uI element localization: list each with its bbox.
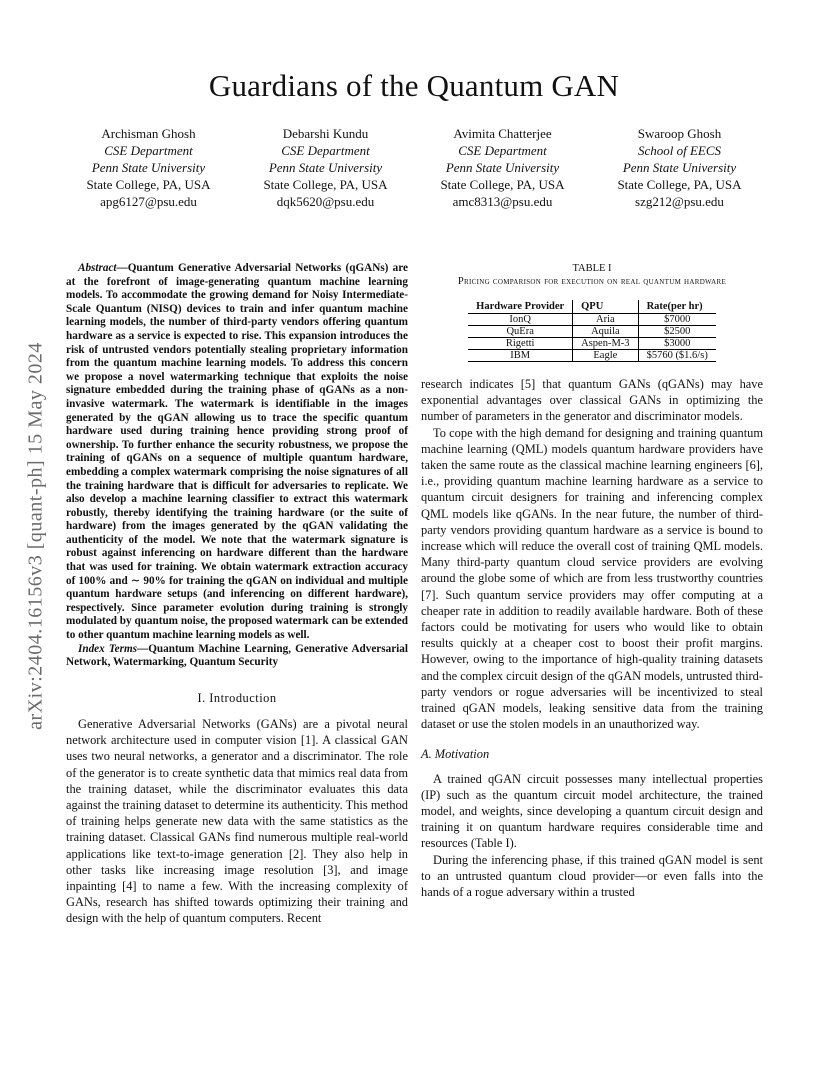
- author-location: State College, PA, USA: [263, 177, 388, 192]
- author-location: State College, PA, USA: [617, 177, 742, 192]
- author-location: State College, PA, USA: [440, 177, 565, 192]
- table-caption: Pricing comparison for execution on real quantum hardware: [457, 276, 727, 287]
- subsection-heading-motivation: A. Motivation: [421, 747, 490, 762]
- body-paragraph: A trained qGAN circuit possesses many intellectual properties (IP) such as the quantum circuit model architecture, the trained model, and weights, since developing a quantum circuit design and training it on quantum hardware requires considerable time and resources (Table I).: [421, 771, 763, 851]
- index-terms-body: —Quantum Machine Learning, Generative Adversarial Network, Watermarking, Quantum Security: [66, 642, 408, 669]
- table-cell: IBM: [468, 350, 572, 362]
- right-column: [421, 262, 763, 900]
- author-dept: CSE Department: [281, 143, 370, 158]
- table-header-cell: QPU: [573, 300, 638, 314]
- table-label: TABLE I: [572, 263, 612, 274]
- table-row: [468, 314, 716, 326]
- abstract: [66, 262, 408, 643]
- abstract-body: —Quantum Generative Adversarial Networks (qGANs) are at the forefront of image-generating quantum machine learning models. To accommodate the growing demand for Noisy Intermediate-Scale Quantum (NISQ) devices to train and infer quantum machine learning models, the number of third-party vendors offering quantum hardware as a service is expected to rise. This expansion introduces the risk of untrusted vendors potentially stealing proprietary information from the quantum machine learning models. To address this concern we propose a novel watermarking technique that exploits the noise signature embedded during the training phase of qGANs as a non-invasive watermark. The watermark is identifiable in the images generated by the qGAN allowing us to trace the specific quantum hardware used during training hence providing strong proof of ownership. To further enhance the security robustness, we propose the training of qGANs on a sequence of multiple quantum hardware, embedding a complex watermark comprising the noise signatures of all the training hardware that is difficult for adversaries to replicate. We also develop a machine learning classifier to extract this watermark robustly, thereby identifying the training hardware (or the suite of hardware) from the images generated by the qGAN validating the authenticity of the model. We note that the watermark signature is robust against inferencing on hardware different than the hardware that was used for training. We obtain watermark extraction accuracy of 100% and ∼ 90% for training the qGAN on individual and multiple quantum hardware setups (and inferencing on different hardware), respectively. Since parameter evolution during training is strongly modulated by quantum noise, the proposed watermark can be extended to other quantum machine learning models as well.: [66, 262, 408, 642]
- table-cell: $2500: [638, 326, 716, 338]
- table-cell: $5760 ($1.6/s): [638, 350, 716, 362]
- table-cell: QuEra: [468, 326, 572, 338]
- author-email[interactable]: szg212@psu.edu: [635, 194, 724, 209]
- author-univ: Penn State University: [445, 160, 560, 175]
- index-terms: [66, 643, 408, 670]
- abstract-lead: Abstract: [78, 262, 117, 274]
- author-dept: CSE Department: [458, 143, 547, 158]
- author-name: Swaroop Ghosh: [637, 126, 722, 141]
- table-cell: Rigetti: [468, 338, 572, 350]
- author-univ: Penn State University: [622, 160, 737, 175]
- author-univ: Penn State University: [91, 160, 206, 175]
- arxiv-identifier[interactable]: arXiv:2404.16156v3 [quant-ph] 15 May 2024: [24, 342, 47, 730]
- table-cell: Aria: [573, 314, 638, 326]
- table-cell: Eagle: [573, 350, 638, 362]
- table-row: [468, 326, 716, 338]
- body-paragraph: research indicates [5] that quantum GANs (qGANs) may have exponential advantages over classical GANs in optimizing the number of parameters in the generator and discriminator models.: [421, 377, 763, 424]
- index-terms-lead: Index Terms: [78, 642, 138, 655]
- author-email[interactable]: apg6127@psu.edu: [100, 194, 197, 209]
- table-cell: $7000: [638, 314, 716, 326]
- table-header-cell: Hardware Provider: [468, 300, 572, 314]
- author-3: [440, 125, 564, 210]
- author-location: State College, PA, USA: [86, 177, 211, 192]
- body-paragraph: During the inferencing phase, if this trained qGAN model is sent to an untrusted quantum cloud provider—or even falls into the hands of a rogue adversary within a trusted: [421, 852, 763, 900]
- author-1: [86, 125, 210, 210]
- author-name: Archisman Ghosh: [101, 126, 196, 141]
- author-univ: Penn State University: [268, 160, 383, 175]
- table-cell: IonQ: [468, 314, 572, 326]
- author-name: Avimita Chatterjee: [453, 126, 552, 141]
- left-column: [66, 262, 408, 927]
- table-cell: $3000: [638, 338, 716, 350]
- table-cell: Aspen-M-3: [573, 338, 638, 350]
- author-block: [60, 125, 768, 210]
- section-heading-introduction: I. Introduction: [197, 690, 277, 705]
- table-cell: Aquila: [573, 326, 638, 338]
- intro-paragraph: Generative Adversarial Networks (GANs) are a pivotal neural network architecture used in computer vision [1]. A classical GAN uses two neural networks, a generator and a discriminator. The role of the generator is to create synthetic data that mimics real data from the training dataset, while the discriminator evaluates this data against the training dataset to determine its authenticity. This method of training helps generate new data with the same statistics as the training dataset. Classical GANs find numerous multiple real-world applications like text-to-image generation [2]. They also help in other tasks like increasing image resolution [3], and image inpainting [4] to name a few. With the increasing complexity of GANs, research has shifted towards optimizing their training and design with the help of quantum computers. Recent: [66, 717, 408, 926]
- author-dept: School of EECS: [637, 143, 722, 158]
- body-paragraph: To cope with the high demand for designing and training quantum machine learning (QML) models quantum hardware providers have taken the same route as the classical machine learning engineers [6], i.e., providing quantum machine learning hardware as a service to quantum circuit designers for training and inferencing complex QML models like qGANs. In the near future, the number of third-party vendors providing quantum hardware as a service is bound to increase which will reduce the overall cost of training QML models. Many third-party quantum cloud service providers are evolving around the globe some of which are from less trustworthy countries [7]. Such quantum service providers may offer computing at a cheaper rate in addition to readily available hardware. Both of these factors could be motivating for users who would like to obtain results quickly at a cheaper cost to boost their profit margins. However, owing to the importance of high-quality training datasets and the complex circuit design of the qGAN models, untrusted third-party vendors or rogue adversaries will be incentivized to steal trained qGAN models, leaking sensitive data from the training dataset or use the stolen models in an unauthorized way.: [421, 425, 763, 732]
- paper-title: Guardians of the Quantum GAN: [208, 68, 620, 103]
- author-2: [263, 125, 387, 210]
- table-row: [468, 338, 716, 350]
- arxiv-sidebar: [22, 266, 50, 806]
- table-header-row: [468, 300, 716, 314]
- author-4: [617, 125, 741, 210]
- table-header-cell: Rate(per hr): [638, 300, 716, 314]
- author-email[interactable]: amc8313@psu.edu: [452, 194, 553, 209]
- author-email[interactable]: dqk5620@psu.edu: [276, 194, 375, 209]
- pricing-table: [468, 300, 716, 362]
- author-dept: CSE Department: [104, 143, 193, 158]
- table-row: [468, 350, 716, 362]
- author-name: Debarshi Kundu: [282, 126, 369, 141]
